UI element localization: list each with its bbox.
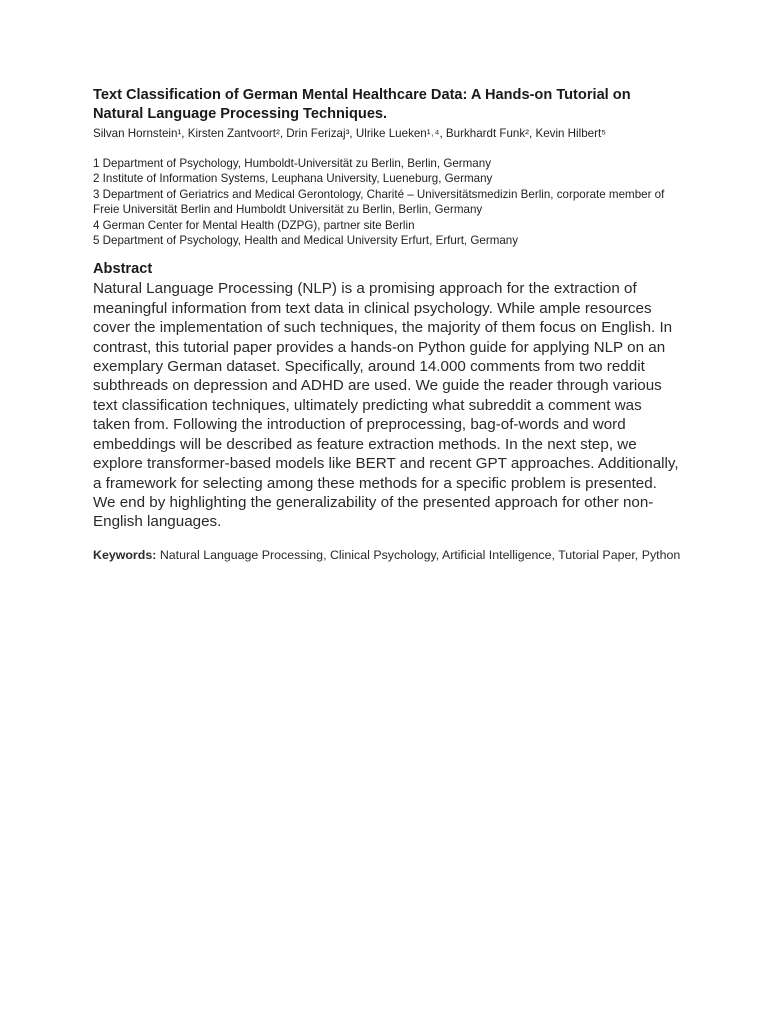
keywords-line: [93, 546, 683, 564]
keywords-label: Keywords:: [93, 547, 157, 562]
keywords-text: Natural Language Processing, Clinical Psychology, Artificial Intelligence, Tutorial Paper, Python: [159, 547, 681, 562]
affiliation-item: 4 German Center for Mental Health (DZPG), partner site Berlin: [93, 218, 415, 232]
abstract-text: Natural Language Processing (NLP) is a promising approach for the extraction of meaningful information from text data in clinical psychology. While ample resources cover the implementation of such techniques, the majority of them focus on English. In contrast, this tutorial paper provides a hands-on Python guide for applying NLP on an exemplary German dataset. Specifically, around 14.000 comments from two reddit subthreads on depression and ADHD are used. We guide the reader through various text classification techniques, ultimately predicting what subreddit a comment was taken from. Following the introduction of preprocessing, bag-of-words and word embeddings will be described as feature extraction methods. In the next step, we explore transformer-based models like BERT and recent GPT approaches. Additionally, a framework for selecting among these methods for a specific problem is presented. We end by highlighting the generalizability of the presented approach for other non-English languages.: [93, 280, 679, 531]
paper-page: [93, 86, 683, 564]
affiliation-item: 2 Institute of Information Systems, Leuphana University, Lueneburg, Germany: [93, 172, 493, 186]
affiliation-list: [93, 156, 683, 248]
paper-title: Text Classification of German Mental Healthcare Data: A Hands-on Tutorial on Natural Language Processing Techniques.: [93, 87, 631, 122]
affiliation-item: 1 Department of Psychology, Humboldt-Universität zu Berlin, Berlin, Germany: [93, 157, 491, 170]
affiliation-item: 5 Department of Psychology, Health and Medical University Erfurt, Erfurt, Germany: [93, 234, 519, 248]
abstract-heading: Abstract: [93, 261, 153, 278]
affiliation-item: 3 Department of Geriatrics and Medical Gerontology, Charité – Universitätsmedizin Berlin, corporate member of Freie Universität Berlin and Humboldt Universität zu Berlin, Berlin, Germany: [93, 187, 665, 217]
author-list: Silvan Hornstein¹, Kirsten Zantvoort², Drin Ferizaj³, Ulrike Lueken¹˒⁴, Burkhardt Funk², Kevin Hilbert⁵: [93, 127, 606, 140]
